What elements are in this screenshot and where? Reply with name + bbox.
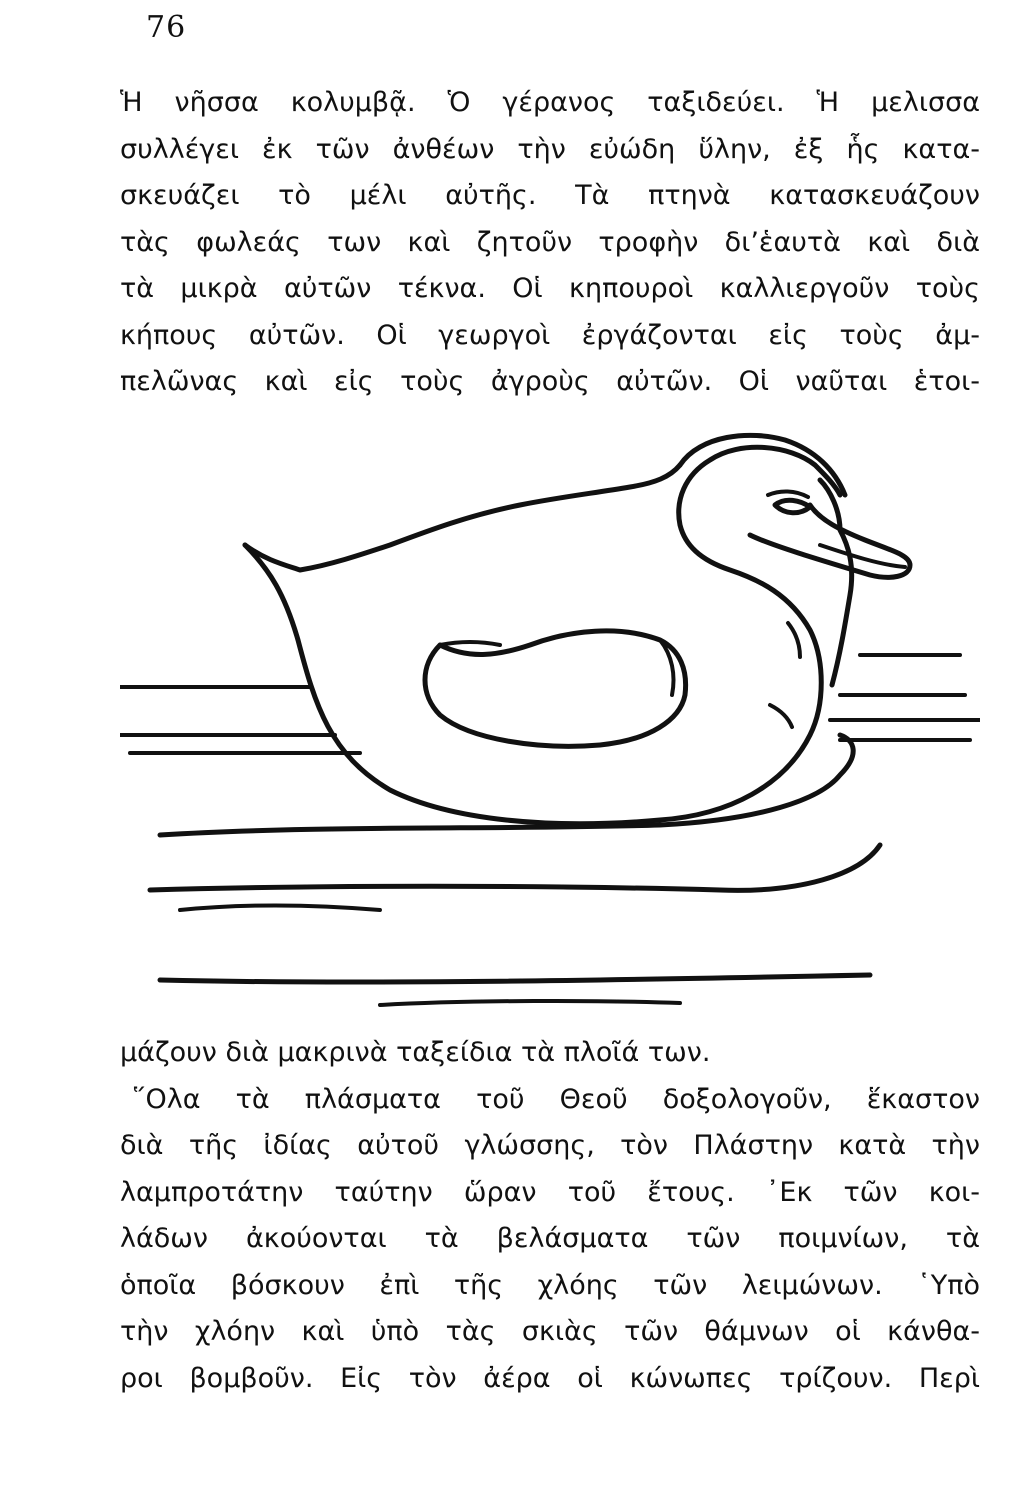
duck-eye <box>775 500 810 513</box>
water-line <box>380 1001 680 1005</box>
water-line <box>180 905 380 910</box>
text-line: τὴν χλόην καὶ ὑπὸ τὰς σκιὰς τῶν θάμνων οἱ κάνθα- <box>120 1316 980 1347</box>
text-line: πελῶνας καὶ εἰς τοὺς ἀγροὺς αὐτῶν. Οἱ ναῦται ἑτοι- <box>120 366 980 397</box>
water-line <box>150 845 880 890</box>
text-line: διὰ τῆς ἰδίας αὐτοῦ γλώσσης, τὸν Πλάστην κατὰ τὴν <box>120 1130 980 1161</box>
text-line: συλλέγει ἐκ τῶν ἀνθέων τὴν εὐώδη ὕλην, ἐξ ἧς κατα- <box>120 133 980 165</box>
duck-illustration <box>120 405 980 1030</box>
duck-beak-outline <box>750 505 910 577</box>
bottom-paragraph <box>120 1030 980 1402</box>
text-line: λάδων ἀκούονται τὰ βελάσματα τῶν ποιμνίων, τὰ <box>120 1223 980 1254</box>
text-line: μάζουν διὰ μακρινὰ ταξείδια τὰ πλοῖά των. <box>120 1037 711 1068</box>
text-line: ῞Ολα τὰ πλάσματα τοῦ Θεοῦ δοξολογοῦν, ἕκαστον <box>132 1083 980 1115</box>
text-line: Ἡ νῆσσα κολυμβᾷ. Ὁ γέρανος ταξιδεύει. Ἡ μελισσα <box>120 87 980 118</box>
water-line <box>160 975 870 982</box>
text-line: σκευάζει τὸ μέλι αὐτῆς. Τὰ πτηνὰ κατασκευάζουν <box>120 180 980 211</box>
top-paragraph <box>120 80 980 406</box>
text-line: κήπους αὐτῶν. Οἱ γεωργοὶ ἐργάζονται εἰς τοὺς ἀμ- <box>120 319 980 351</box>
duck-neck-outline <box>820 480 852 685</box>
text-line: ὁποῖα βόσκουν ἐπὶ τῆς χλόης τῶν λειμώνων. ῾Υπὸ <box>120 1269 980 1301</box>
duck-chest-mark <box>770 705 792 727</box>
page-number: 76 <box>146 10 187 45</box>
text-line: λαμπροτάτην ταύτην ὥραν τοῦ ἔτους. ᾿Εκ τῶν κοι- <box>120 1176 980 1208</box>
text-line: ροι βομβοῦν. Εἰς τὸν ἀέρα οἱ κώνωπες τρίζουν. Περὶ <box>120 1362 980 1394</box>
duck-wing-outline <box>425 631 686 746</box>
duck-back-outline <box>245 465 680 570</box>
duck-wing-feather <box>440 642 500 645</box>
text-line: τὰς φωλεάς των καὶ ζητοῦν τροφὴν δι’ἑαυτὰ καὶ διὰ <box>120 226 980 258</box>
duck-body-outline <box>245 447 840 823</box>
duck-drawing-icon <box>120 405 980 1030</box>
duck-brow <box>768 491 808 497</box>
duck-chest-mark <box>788 623 800 657</box>
text-line: τὰ μικρὰ αὐτῶν τέκνα. Οἱ κηπουροὶ καλλιεργοῦν τοὺς <box>120 273 980 304</box>
